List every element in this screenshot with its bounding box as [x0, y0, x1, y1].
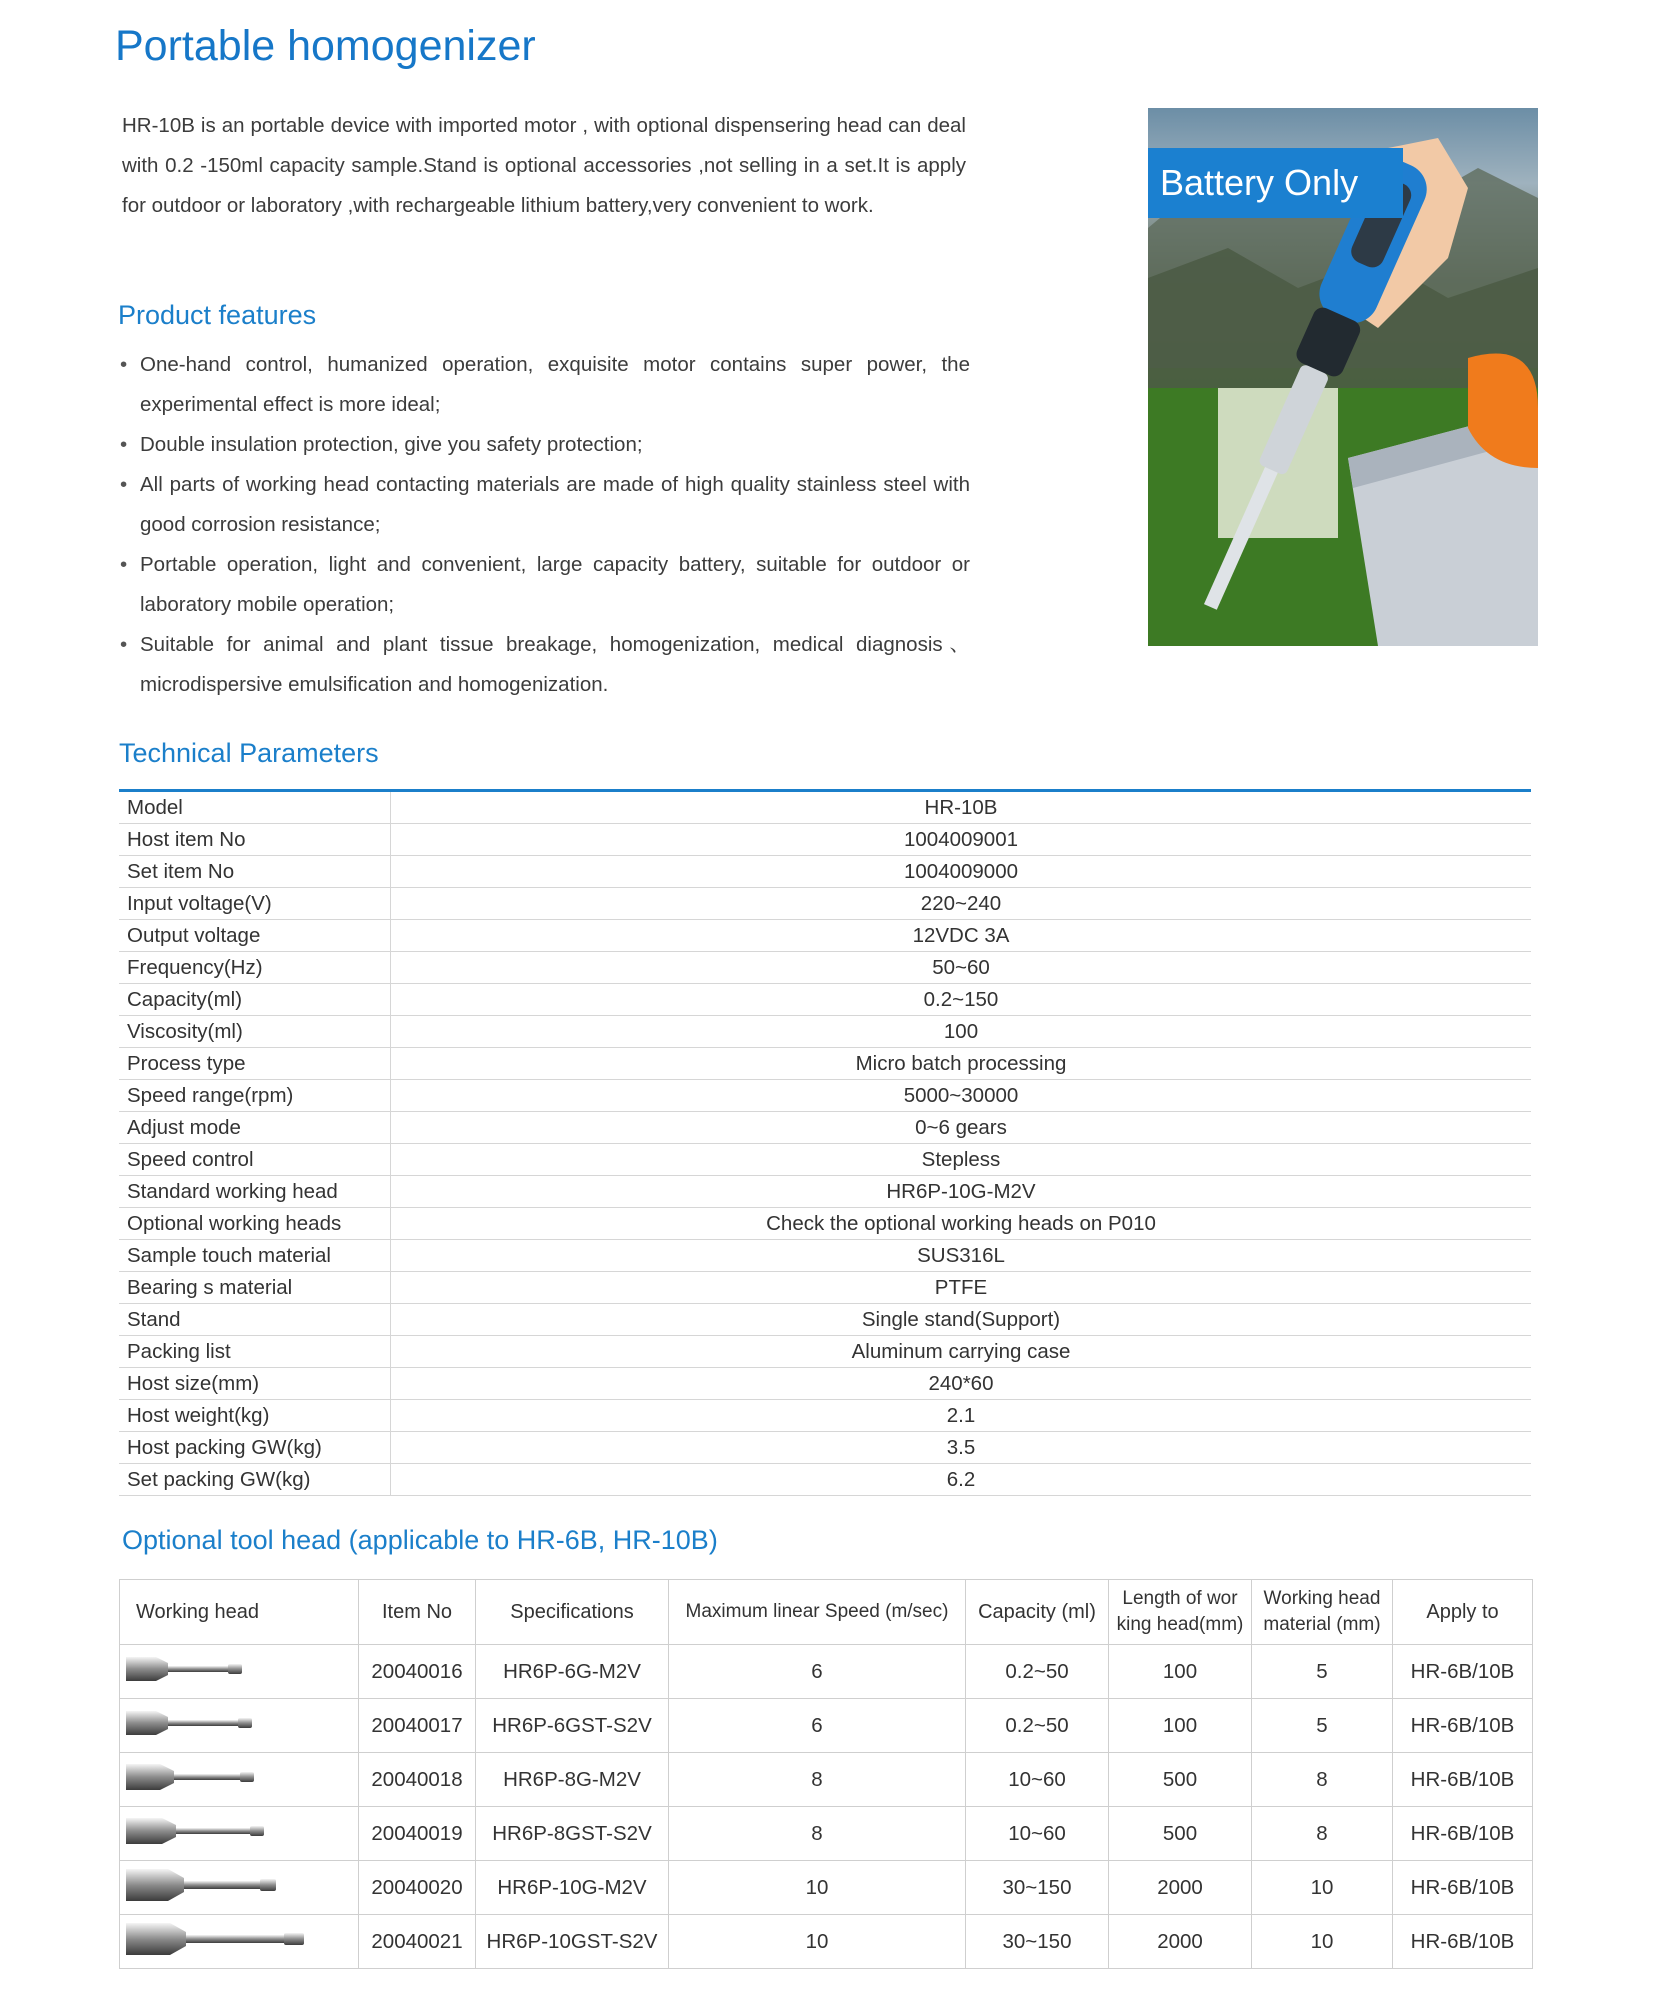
capacity: 10~60 [966, 1807, 1109, 1861]
length: 100 [1109, 1699, 1252, 1753]
item-no: 20040020 [359, 1861, 476, 1915]
param-name: Adjust mode [119, 1112, 391, 1144]
col-material: Working head material (mm) [1252, 1580, 1393, 1645]
working-head-image [120, 1807, 359, 1861]
param-value: 1004009000 [391, 856, 1532, 888]
feature-item: • One-hand control, humanized operation, exquisite motor contains super power, the experimental effect is more ideal; [120, 345, 970, 425]
col-working-head: Working head [120, 1580, 359, 1645]
param-name: Host item No [119, 824, 391, 856]
col-specifications: Specifications [476, 1580, 669, 1645]
param-value: HR-10B [391, 791, 1532, 824]
max-speed: 8 [669, 1753, 966, 1807]
table-row [119, 1368, 1531, 1400]
capacity: 0.2~50 [966, 1699, 1109, 1753]
table-row [119, 952, 1531, 984]
table-row [119, 1112, 1531, 1144]
length: 500 [1109, 1753, 1252, 1807]
apply-to: HR-6B/10B [1393, 1807, 1533, 1861]
specification: HR6P-10G-M2V [476, 1861, 669, 1915]
param-name: Bearing s material [119, 1272, 391, 1304]
specification: HR6P-6GST-S2V [476, 1699, 669, 1753]
table-row [119, 1176, 1531, 1208]
param-value: 0.2~150 [391, 984, 1532, 1016]
item-no: 20040017 [359, 1699, 476, 1753]
specification: HR6P-8G-M2V [476, 1753, 669, 1807]
param-name: Model [119, 791, 391, 824]
length: 2000 [1109, 1915, 1252, 1969]
feature-item: • Double insulation protection, give you safety protection; [120, 425, 970, 465]
param-value: Stepless [391, 1144, 1532, 1176]
page-title: Portable homogenizer [115, 22, 536, 70]
param-name: Host size(mm) [119, 1368, 391, 1400]
table-row [119, 920, 1531, 952]
table-row [119, 1304, 1531, 1336]
capacity: 30~150 [966, 1861, 1109, 1915]
material: 8 [1252, 1753, 1393, 1807]
item-no: 20040019 [359, 1807, 476, 1861]
material: 5 [1252, 1645, 1393, 1699]
feature-item: • All parts of working head contacting materials are made of high quality stainless steel with good corrosion resistance; [120, 465, 970, 545]
feature-item: • Portable operation, light and convenient, large capacity battery, suitable for outdoor or laboratory mobile operation; [120, 545, 970, 625]
param-name: Viscosity(ml) [119, 1016, 391, 1048]
table-row [119, 856, 1531, 888]
param-name: Input voltage(V) [119, 888, 391, 920]
col-capacity: Capacity (ml) [966, 1580, 1109, 1645]
capacity: 0.2~50 [966, 1645, 1109, 1699]
battery-only-banner: Battery Only [1148, 148, 1403, 218]
param-value: 100 [391, 1016, 1532, 1048]
specification: HR6P-8GST-S2V [476, 1807, 669, 1861]
table-row [119, 888, 1531, 920]
working-head-image [120, 1915, 359, 1969]
param-value: PTFE [391, 1272, 1532, 1304]
param-name: Speed control [119, 1144, 391, 1176]
param-name: Stand [119, 1304, 391, 1336]
apply-to: HR-6B/10B [1393, 1861, 1533, 1915]
table-row [119, 1048, 1531, 1080]
table-row [119, 1208, 1531, 1240]
capacity: 10~60 [966, 1753, 1109, 1807]
tool-head-heading: Optional tool head (applicable to HR-6B, HR-10B) [122, 1525, 718, 1555]
item-no: 20040018 [359, 1753, 476, 1807]
length: 2000 [1109, 1861, 1252, 1915]
param-value: 240*60 [391, 1368, 1532, 1400]
param-value: 12VDC 3A [391, 920, 1532, 952]
table-row [119, 984, 1531, 1016]
features-heading: Product features [118, 300, 317, 330]
table-row [120, 1915, 1533, 1969]
intro-paragraph: HR-10B is an portable device with imported motor , with optional dispensering head can deal with 0.2 -150ml capacity sample.Stand is optional accessories ,not selling in a set.It is apply for outdoor or laboratory ,with rechargeable lithium battery,very convenient to work. [122, 114, 966, 217]
max-speed: 6 [669, 1645, 966, 1699]
working-head-image [120, 1699, 359, 1753]
param-value: 2.1 [391, 1400, 1532, 1432]
apply-to: HR-6B/10B [1393, 1753, 1533, 1807]
material: 10 [1252, 1861, 1393, 1915]
param-name: Output voltage [119, 920, 391, 952]
col-item-no: Item No [359, 1580, 476, 1645]
table-row [119, 1400, 1531, 1432]
param-value: 0~6 gears [391, 1112, 1532, 1144]
table-row [120, 1861, 1533, 1915]
max-speed: 8 [669, 1807, 966, 1861]
specification: HR6P-10GST-S2V [476, 1915, 669, 1969]
param-name: Standard working head [119, 1176, 391, 1208]
param-name: Set item No [119, 856, 391, 888]
param-value: Micro batch processing [391, 1048, 1532, 1080]
capacity: 30~150 [966, 1915, 1109, 1969]
working-head-image [120, 1861, 359, 1915]
param-value: Single stand(Support) [391, 1304, 1532, 1336]
table-row [119, 1144, 1531, 1176]
table-row [119, 1336, 1531, 1368]
max-speed: 6 [669, 1699, 966, 1753]
table-row [119, 1464, 1531, 1496]
param-name: Sample touch material [119, 1240, 391, 1272]
param-value: 6.2 [391, 1464, 1532, 1496]
tool-head-table [119, 1579, 1533, 1969]
param-value: 3.5 [391, 1432, 1532, 1464]
length: 500 [1109, 1807, 1252, 1861]
working-head-image [120, 1753, 359, 1807]
param-value: Check the optional working heads on P010 [391, 1208, 1532, 1240]
apply-to: HR-6B/10B [1393, 1645, 1533, 1699]
param-value: 5000~30000 [391, 1080, 1532, 1112]
table-row [119, 1016, 1531, 1048]
table-row [120, 1699, 1533, 1753]
table-row [120, 1753, 1533, 1807]
working-head-image [120, 1645, 359, 1699]
table-row [120, 1807, 1533, 1861]
param-name: Frequency(Hz) [119, 952, 391, 984]
table-row [119, 1432, 1531, 1464]
param-value: 1004009001 [391, 824, 1532, 856]
param-value: HR6P-10G-M2V [391, 1176, 1532, 1208]
param-name: Packing list [119, 1336, 391, 1368]
features-list [120, 345, 970, 705]
col-length: Length of wor king head(mm) [1109, 1580, 1252, 1645]
table-row [119, 1272, 1531, 1304]
col-max-speed: Maximum linear Speed (m/sec) [669, 1580, 966, 1645]
item-no: 20040021 [359, 1915, 476, 1969]
apply-to: HR-6B/10B [1393, 1699, 1533, 1753]
material: 5 [1252, 1699, 1393, 1753]
param-name: Optional working heads [119, 1208, 391, 1240]
apply-to: HR-6B/10B [1393, 1915, 1533, 1969]
material: 8 [1252, 1807, 1393, 1861]
length: 100 [1109, 1645, 1252, 1699]
param-value: 220~240 [391, 888, 1532, 920]
param-name: Set packing GW(kg) [119, 1464, 391, 1496]
table-row [119, 824, 1531, 856]
param-value: Aluminum carrying case [391, 1336, 1532, 1368]
param-name: Host weight(kg) [119, 1400, 391, 1432]
table-row [119, 1240, 1531, 1272]
tech-params-heading: Technical Parameters [119, 738, 379, 768]
item-no: 20040016 [359, 1645, 476, 1699]
material: 10 [1252, 1915, 1393, 1969]
product-photo [1148, 108, 1538, 646]
param-name: Process type [119, 1048, 391, 1080]
tech-params-table [119, 789, 1531, 1496]
col-apply-to: Apply to [1393, 1580, 1533, 1645]
param-value: 50~60 [391, 952, 1532, 984]
max-speed: 10 [669, 1861, 966, 1915]
table-header-row [120, 1580, 1533, 1645]
feature-item: • Suitable for animal and plant tissue breakage, homogenization, medical diagnosis、microdispersive emulsification and homogenization. [120, 625, 970, 705]
param-name: Speed range(rpm) [119, 1080, 391, 1112]
max-speed: 10 [669, 1915, 966, 1969]
param-name: Host packing GW(kg) [119, 1432, 391, 1464]
table-row [119, 1080, 1531, 1112]
table-row [120, 1645, 1533, 1699]
table-row [119, 791, 1531, 824]
param-name: Capacity(ml) [119, 984, 391, 1016]
param-value: SUS316L [391, 1240, 1532, 1272]
specification: HR6P-6G-M2V [476, 1645, 669, 1699]
